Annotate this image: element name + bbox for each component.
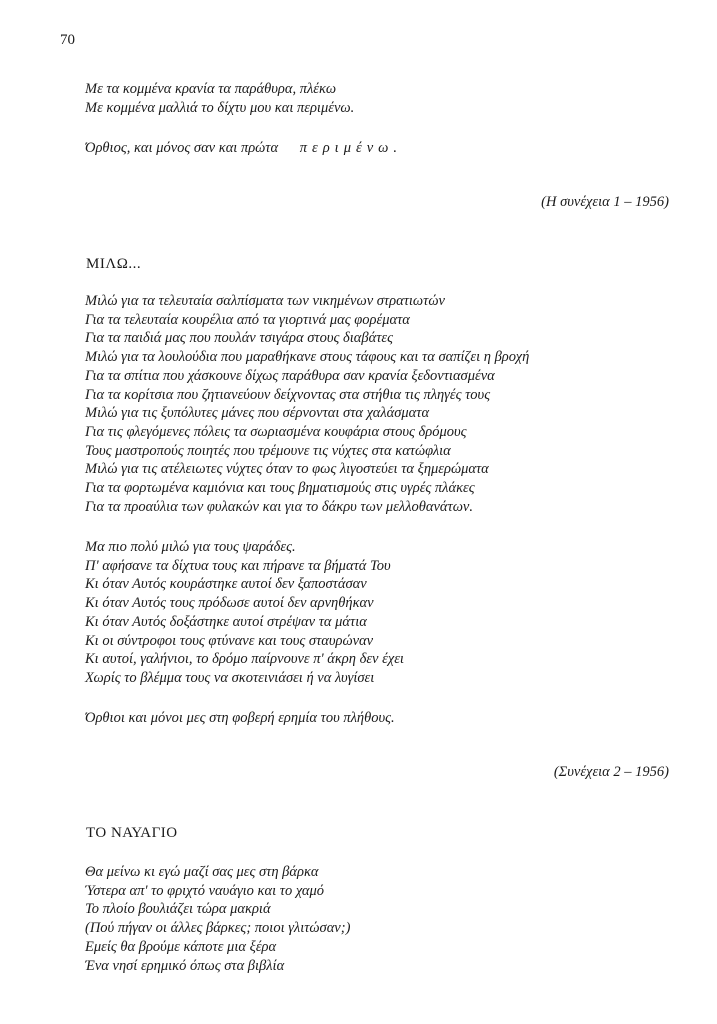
poem3-title: ΤΟ ΝΑΥΑΓΙΟ [86, 825, 178, 841]
poem-line-lead: Όρθιος, και μόνος σαν και πρώτα [85, 140, 279, 156]
poem-line: Μιλώ για τα λουλούδια που μαραθήκανε στους τάφους και τα σαπίζει η βροχή [85, 349, 530, 366]
poem2-stanza2 [85, 538, 404, 688]
poem-line: Κι αυτοί, γαλήνιοι, το δρόμο παίρνουνε π' άκρη δεν έχει [85, 651, 404, 668]
poem-line: Κι οι σύντροφοι τους φτύνανε και τους σταυρώναν [85, 632, 374, 649]
poem-line: Μιλώ για τα τελευταία σαλπίσματα των νικημένων στρατιωτών [85, 293, 445, 309]
poem-line: Χωρίς το βλέμμα τους να σκοτεινιάσει ή να λυγίσει [85, 669, 375, 686]
poem-line-spaced-word: περιμένω. [299, 140, 402, 156]
poem-line: Για τα προαύλια των φυλακών και για το δάκρυ των μελλοθανάτων. [85, 498, 473, 515]
poem1-last-line [85, 139, 402, 158]
poem-line: Κι όταν Αυτός κουράστηκε αυτοί δεν ξαποστάσαν [85, 576, 367, 593]
poem-line: Για τα τελευταία κουρέλια από τα γιορτινά μας φορέματα [85, 311, 410, 328]
poem-line: Μιλώ για τις ξυπόλυτες μάνες που σέρνονται στα χαλάσματα [85, 405, 430, 422]
poem3-stanza1 [85, 863, 350, 975]
poem-line: Για τα παιδιά μας που πουλάν τσιγάρα στους διαβάτες [85, 330, 394, 347]
poem-line: Για τα σπίτια που χάσκουνε δίχως παράθυρα σαν κρανία ξεδοντιασμένα [85, 367, 495, 384]
poem-line: Για τις φλεγόμενες πόλεις τα σωριασμένα κουφάρια στους δρόμους [85, 423, 467, 440]
poem-line: (Πού πήγαν οι άλλες βάρκες; ποιοι γλιτώσαν;) [85, 920, 351, 937]
poem-line: Ύστερα απ' το φριχτό ναυάγιο και το χαμό [85, 882, 325, 899]
poem1-stanza1 [85, 80, 354, 117]
poem-line: Για τα κορίτσια που ζητιανεύουν δείχνοντας στα στήθια τις πληγές τους [85, 386, 491, 403]
poem2-title: ΜΙΛΩ... [86, 256, 142, 272]
poem-line: Όρθιοι και μόνοι μες στη φοβερή ερημία του πλήθους. [85, 710, 395, 726]
poem-line: Κι όταν Αυτός τους πρόδωσε αυτοί δεν αρνηθήκαν [85, 595, 374, 612]
poem-line: Ένα νησί ερημικό όπως στα βιβλία [85, 957, 285, 974]
poem-line: Θα μείνω κι εγώ μαζί σας μες στη βάρκα [85, 864, 319, 880]
poem-line: Μα πιο πολύ μιλώ για τους ψαράδες. [85, 539, 296, 555]
poem2-stanza1 [85, 292, 529, 516]
poem-line: Μιλώ για τις ατέλειωτες νύχτες όταν το φως λιγοστεύει τα ξημερώματα [85, 461, 489, 478]
poem-line: Με τα κομμένα κρανία τα παράθυρα, πλέκω [85, 81, 337, 97]
poem2-date-note: (Συνέχεια 2 – 1956) [553, 764, 669, 780]
poem-line: Εμείς θα βρούμε κάποτε μια ξέρα [85, 938, 277, 955]
poem1-date-note: (Η συνέχεια 1 – 1956) [541, 194, 669, 210]
poem-line: Τους μαστροπούς ποιητές που τρέμουνε τις νύχτες στα κατώφλια [85, 442, 451, 459]
page-number: 70 [60, 32, 75, 48]
poem-line: Το πλοίο βουλιάζει τώρα μακριά [85, 901, 271, 918]
poem2-final-line [85, 709, 395, 728]
poem-line: Π' αφήσανε τα δίχτυα τους και πήρανε τα βήματά Του [85, 557, 391, 574]
poem-line: Με κομμένα μαλλιά το δίχτυ μου και περιμένω. [85, 99, 355, 116]
poem-line: Κι όταν Αυτός δοξάστηκε αυτοί στρέψαν τα μάτια [85, 613, 367, 630]
poem-line: Για τα φορτωμένα καμιόνια και τους βηματισμούς στις υγρές πλάκες [85, 480, 475, 497]
